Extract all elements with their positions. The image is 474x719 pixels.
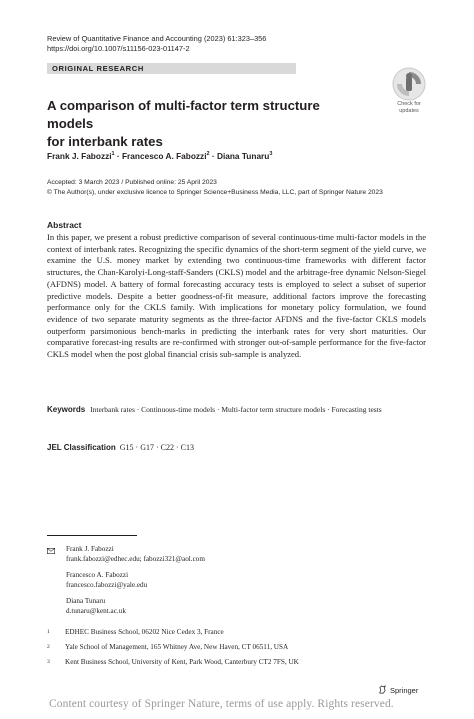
contact-entry [66,597,126,616]
crossmark-label-line1: Check for [397,101,421,107]
contact-email[interactable]: frank.fabozzi@edhec.edu; fabozzi321@aol.com [66,554,205,563]
paper-title [47,97,367,151]
crossmark-label-line2: updates [399,107,419,114]
doi-link[interactable]: https://doi.org/10.1007/s11156-023-01147-2 [47,44,190,53]
contact-entry [66,571,147,590]
jel-block [47,442,194,453]
affiliation-item [47,627,224,637]
copyright-notice: © The Author(s), under exclusive licence to Springer Science+Business Media, LLC, part of Springer Nature 2023 [47,189,383,196]
title-line-1: A comparison of multi-factor term structure models [47,98,320,131]
publisher-logo [378,685,418,695]
affiliation-number: 3 [47,659,50,665]
title-line-2: for interbank rates [47,134,163,149]
author-list [47,149,272,162]
jel-codes: G15 · G17 · C22 · C13 [119,443,194,452]
author-name[interactable]: Frank J. Fabozzi [47,150,112,161]
affiliation-item [47,642,288,652]
contact-name: Francesco A. Fabozzi [66,571,129,579]
footnote-rule [47,535,137,536]
abstract-text: In this paper, we present a robust predictive comparison of several continuous-time multi-factor models in the context of interbank rates. Recognizing the specific dynamics of the short-term segment of the yield curve, we examine the U.S. money market by extending two continuous-time frameworks with different factor structures, the Chan-Karolyi-Long-staff-Sanders (CKLS) model and the arbitrage-free dynamic Nelson-Siegel (AFDNS) model. A battery of formal forecasting accuracy tests is employed to select a subset of superior predictive models. Despite a better goodness-of-fit measure, additional factors improve the forecasting performance only for the CKLS family. With implications for monetary policy formulation, we found evidence of two separate maturity segments as the three-factor AFDNS and the five-factor CKLS models outperform parsimonious bench-marks in predicting the interbank rates for very short maturities. Our comparative forecast-ing results are re-confirmed with stronger out-of-sample performance for the five-factor CKLS model when the post global financial crisis sub-sample is analyzed. [47,232,426,360]
springer-horse-icon [378,685,387,694]
affiliation-number: 1 [47,629,50,635]
author-affiliation-mark: 3 [269,151,273,157]
author-separator: · [114,150,122,161]
section-label: ORIGINAL RESEARCH [52,64,144,73]
keywords-text: Interbank rates · Continuous-time models · Multi-factor term structure models · Forecasting tests [90,405,382,414]
contact-email[interactable]: francesco.fabozzi@yale.edu [66,580,148,589]
author-separator: · [209,150,217,161]
affiliation-text: Yale School of Management, 165 Whitney Ave, New Haven, CT 06511, USA [65,643,289,651]
contact-name: Frank J. Fabozzi [66,545,114,553]
author-affiliation-mark: 2 [206,151,210,157]
journal-citation: Review of Quantitative Finance and Accounting (2023) 61:323–356 [47,34,267,43]
affiliation-item [47,657,299,667]
keywords-label: Keywords [47,405,86,414]
author-name[interactable]: Diana Tunaru [216,150,270,161]
author-name[interactable]: Francesco A. Fabozzi [121,150,207,161]
contact-entry [66,545,205,564]
abstract-heading: Abstract [47,220,82,230]
contact-email[interactable]: d.tunaru@kent.ac.uk [66,606,126,615]
journal-header [47,34,266,54]
publisher-name: Springer [390,686,419,695]
crossmark-label [389,101,429,114]
jel-label: JEL Classification [47,443,116,452]
affiliation-text: Kent Business School, University of Kent, Park Wood, Canterbury CT2 7FS, UK [65,658,299,666]
courtesy-notice: Content courtesy of Springer Nature, terms of use apply. Rights reserved. [49,698,394,710]
author-affiliation-mark: 1 [111,151,115,157]
contact-name: Diana Tunaru [66,597,106,605]
keywords-block [47,404,426,416]
affiliation-number: 2 [47,644,50,650]
publication-info [47,178,383,198]
publication-dates: Accepted: 3 March 2023 / Published online: 25 April 2023 [47,179,217,186]
affiliation-text: EDHEC Business School, 06202 Nice Cedex 3, France [65,628,224,636]
crossmark-icon[interactable] [392,67,426,101]
envelope-icon [47,548,55,554]
